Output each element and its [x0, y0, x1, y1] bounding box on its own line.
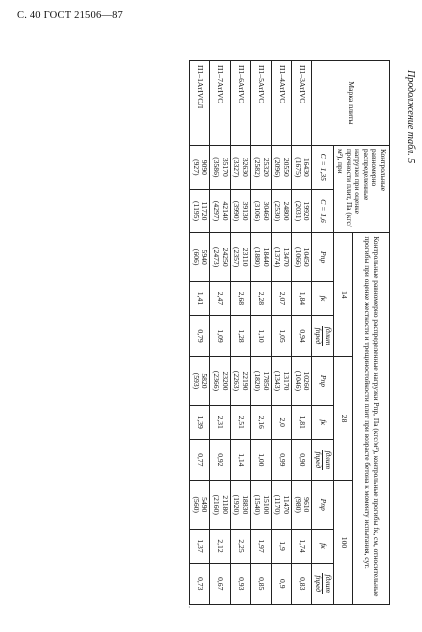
a28-ratio-cell: 1,00 — [251, 439, 271, 480]
a100-ratio-cell: 0,73 — [189, 563, 209, 605]
a14-ratio-cell: 1,10 — [251, 315, 271, 356]
a100-f-cell: 1,37 — [189, 529, 209, 563]
a14-p-cell: 13470 (1374) — [271, 233, 291, 282]
a28-f-cell: 2,31 — [210, 405, 230, 439]
a14-f-cell: 1,84 — [292, 281, 312, 315]
c135-cell: 9090 (927) — [189, 145, 209, 189]
a100-ratio-cell: 0,83 — [292, 563, 312, 605]
a100-f-header: fк — [312, 529, 333, 563]
age-100-header: 100 — [333, 480, 352, 604]
c16-cell: 11720 (1195) — [189, 189, 209, 233]
a100-f-cell: 2,25 — [230, 529, 250, 563]
page-header: С. 40 ГОСТ 21506—87 — [17, 10, 123, 21]
a14-f-cell: 2,28 — [251, 281, 271, 315]
table-row — [210, 61, 230, 605]
a28-p-cell: 5820 (593) — [189, 357, 209, 406]
a14-p-header: Pпр — [312, 233, 333, 282]
a100-f-cell: 1,9 — [271, 529, 291, 563]
a28-f-cell: 1,81 — [292, 405, 312, 439]
a28-f-cell: 2,16 — [251, 405, 271, 439]
a14-ratio-cell: 1,09 — [210, 315, 230, 356]
c135-cell: 16430 (1675) — [292, 145, 312, 189]
a100-p-cell: 11470 (1170) — [271, 480, 291, 529]
a28-ratio-cell: 0,92 — [210, 439, 230, 480]
a14-ratio-cell: 0,94 — [292, 315, 312, 356]
a14-f-cell: 2,47 — [210, 281, 230, 315]
c16-cell: 24800 (2530) — [271, 189, 291, 233]
a14-ratio-header: fдлит fпред — [312, 315, 333, 356]
table-row — [189, 61, 209, 605]
a28-p-cell: 10260 (1046) — [292, 357, 312, 406]
a28-p-cell: 17850 (1820) — [251, 357, 271, 406]
brand-cell: П1–4АтIVC — [271, 61, 291, 146]
c16-cell: 39130 (3990) — [230, 189, 250, 233]
a14-f-header: fк — [312, 281, 333, 315]
a28-ratio-cell: 0,99 — [271, 439, 291, 480]
a14-f-cell: 2,07 — [271, 281, 291, 315]
a100-ratio-header: fдлит fпред — [312, 563, 333, 605]
a14-p-cell: 24250 (2473) — [210, 233, 230, 282]
a100-ratio-cell: 0,9 — [271, 563, 291, 605]
c135-cell: 32630 (3327) — [230, 145, 250, 189]
a100-p-header: Pпр — [312, 480, 333, 529]
age-14-header: 14 — [333, 233, 352, 357]
a14-ratio-cell: 1,05 — [271, 315, 291, 356]
a100-p-cell: 9610 (980) — [292, 480, 312, 529]
a28-p-cell: 22190 (2263) — [230, 357, 250, 406]
a28-p-header: Pпр — [312, 357, 333, 406]
a100-ratio-cell: 0,85 — [251, 563, 271, 605]
a28-f-header: fк — [312, 405, 333, 439]
brand-cell: П1–6АтIVC — [230, 61, 250, 146]
rotated-table-container — [189, 60, 390, 605]
a14-p-cell: 23110 (2357) — [230, 233, 250, 282]
a100-p-cell: 18830 (1920) — [230, 480, 250, 529]
table-row — [292, 61, 312, 605]
c16-cell: 42140 (4297) — [210, 189, 230, 233]
a100-p-cell: 15100 (1540) — [251, 480, 271, 529]
table-row — [271, 61, 291, 605]
a28-ratio-cell: 1,14 — [230, 439, 250, 480]
a28-p-cell: 23200 (2366) — [210, 357, 230, 406]
table-row — [251, 61, 271, 605]
a28-ratio-cell: 0,77 — [189, 439, 209, 480]
control-load-header: Контрольные равномерно распределенные нагрузки при оценке прочности плит, Па (кгс/м²), при — [333, 145, 389, 232]
a100-ratio-cell: 0,93 — [230, 563, 250, 605]
a100-p-cell: 5490 (560) — [189, 480, 209, 529]
a100-p-cell: 21180 (2160) — [210, 480, 230, 529]
brand-header: Марка плиты — [312, 61, 390, 146]
c16-cell: 19920 (2031) — [292, 189, 312, 233]
c135-header: C = 1,35 — [312, 145, 333, 189]
brand-cell: П1–7АтIVC — [210, 61, 230, 146]
continuation-label: Продолжение табл. 5 — [405, 70, 416, 164]
a28-p-cell: 13170 (1343) — [271, 357, 291, 406]
brand-cell: П1–5АтIVC — [251, 61, 271, 146]
a14-ratio-cell: 1,28 — [230, 315, 250, 356]
a28-f-cell: 2,0 — [271, 405, 291, 439]
a100-ratio-cell: 0,67 — [210, 563, 230, 605]
a100-f-cell: 2,12 — [210, 529, 230, 563]
a28-f-cell: 1,39 — [189, 405, 209, 439]
a100-f-cell: 1,74 — [292, 529, 312, 563]
a28-ratio-header: fдлит fпред — [312, 439, 333, 480]
table-row — [230, 61, 250, 605]
a14-p-cell: 5940 (606) — [189, 233, 209, 282]
a28-f-cell: 2,51 — [230, 405, 250, 439]
a14-ratio-cell: 0,79 — [189, 315, 209, 356]
a14-p-cell: 18440 (1880) — [251, 233, 271, 282]
a100-f-cell: 1,97 — [251, 529, 271, 563]
page-mark: · — [188, 603, 191, 612]
a14-p-cell: 10450 (1066) — [292, 233, 312, 282]
a14-f-cell: 1,41 — [189, 281, 209, 315]
c135-cell: 35170 (3586) — [210, 145, 230, 189]
age-28-header: 28 — [333, 357, 352, 481]
a28-ratio-cell: 0,90 — [292, 439, 312, 480]
a14-f-cell: 2,68 — [230, 281, 250, 315]
c16-cell: 30460 (3106) — [251, 189, 271, 233]
c135-cell: 25320 (2582) — [251, 145, 271, 189]
brand-cell: П1–1АтIVСЛ — [189, 61, 209, 146]
stiffness-group-header: Контрольные равномерно распределенные нагрузки Pпр, Па (кгс/м²), контрольные прогибы fк, см, относительные прогибы при оценке жесткости и трещиностойкости плит при возрасте бетона к моменту испытания, сут. — [353, 233, 390, 605]
data-table — [189, 60, 390, 605]
brand-cell: П1–3АтIVC — [292, 61, 312, 146]
c135-cell: 20550 (2096) — [271, 145, 291, 189]
c16-header: C = 1,6 — [312, 189, 333, 233]
